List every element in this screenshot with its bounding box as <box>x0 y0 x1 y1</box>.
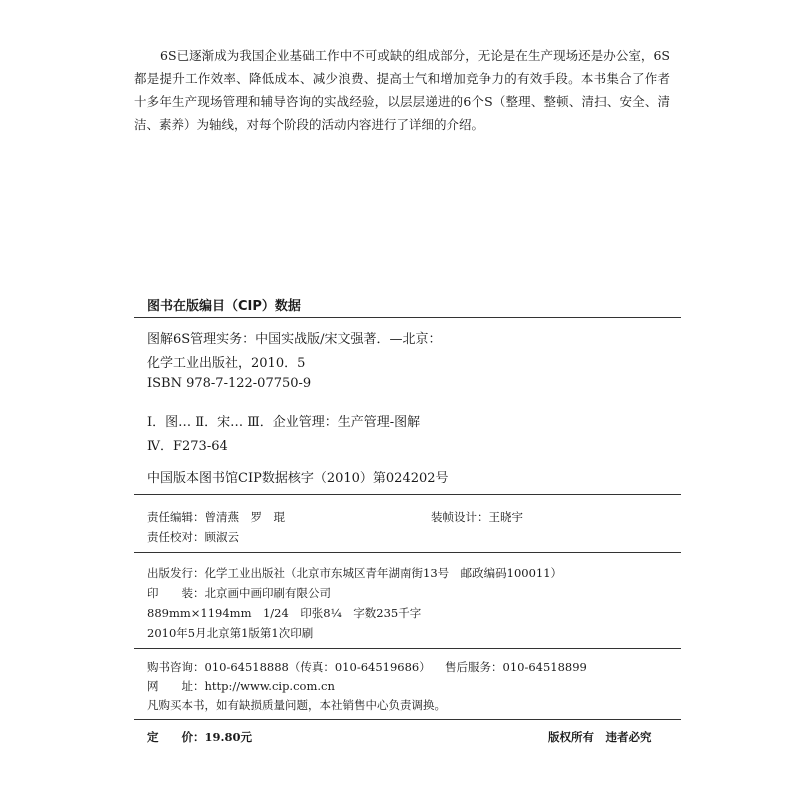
divider <box>134 648 681 649</box>
printer-info: 印 装：北京画中画印刷有限公司 <box>147 586 331 600</box>
format-specs: 889mm×1194mm 1/24 印张8¼ 字数235千字 <box>147 606 422 620</box>
cip-isbn: ISBN 978-7-122-07750-9 <box>147 376 312 391</box>
edition-info: 2010年5月北京第1版第1次印刷 <box>147 626 314 640</box>
defect-notice: 凡购买本书，如有缺损质量问题，本社销售中心负责调换。 <box>147 698 446 712</box>
copyright-notice: 版权所有 违者必究 <box>548 730 652 744</box>
divider <box>134 719 681 720</box>
divider <box>134 552 681 553</box>
cover-designer: 装帧设计：王晓宇 <box>431 510 523 524</box>
cip-heading: 图书在版编目（CIP）数据 <box>147 299 301 314</box>
book-abstract <box>134 44 670 136</box>
price: 定 价：19.80元 <box>147 730 253 744</box>
purchase-inquiry: 购书咨询：010-64518888（传真：010-64519686） <box>147 660 431 674</box>
cip-classification: Ⅳ．F273-64 <box>147 439 228 454</box>
after-sales-service: 售后服务：010-64518899 <box>445 660 587 674</box>
responsible-editor: 责任编辑：曾清燕 罗 琨 <box>147 510 285 524</box>
divider <box>134 317 681 318</box>
cip-title-line: 图解6S管理实务：中国实战版/宋文强著．—北京： <box>147 332 442 347</box>
cip-publisher-line: 化学工业出版社，2010．5 <box>147 356 306 371</box>
abstract-paragraph: 6S已逐渐成为我国企业基础工作中不可或缺的组成部分，无论是在生产现场还是办公室，6S都是提升工作效率、降低成本、减少浪费、提高士气和增加竞争力的有效手段。本书集合了作者十多年生产现场管理和辅导咨询的实战经验，以层层递进的6个S（整理、整顿、清扫、安全、清洁、素养）为轴线，对每个阶段的活动内容进行了详细的介绍。 <box>134 48 670 132</box>
website: 网 址：http://www.cip.com.cn <box>147 679 335 693</box>
cip-record-number: 中国版本图书馆CIP数据核字（2010）第024202号 <box>147 471 449 486</box>
cip-subject-line: Ⅰ．图… Ⅱ．宋… Ⅲ．企业管理：生产管理-图解 <box>147 415 421 430</box>
proofreader: 责任校对：顾淑云 <box>147 530 239 544</box>
divider <box>134 494 681 495</box>
publisher-info: 出版发行：化学工业出版社（北京市东城区青年湖南街13号 邮政编码100011） <box>147 566 563 580</box>
